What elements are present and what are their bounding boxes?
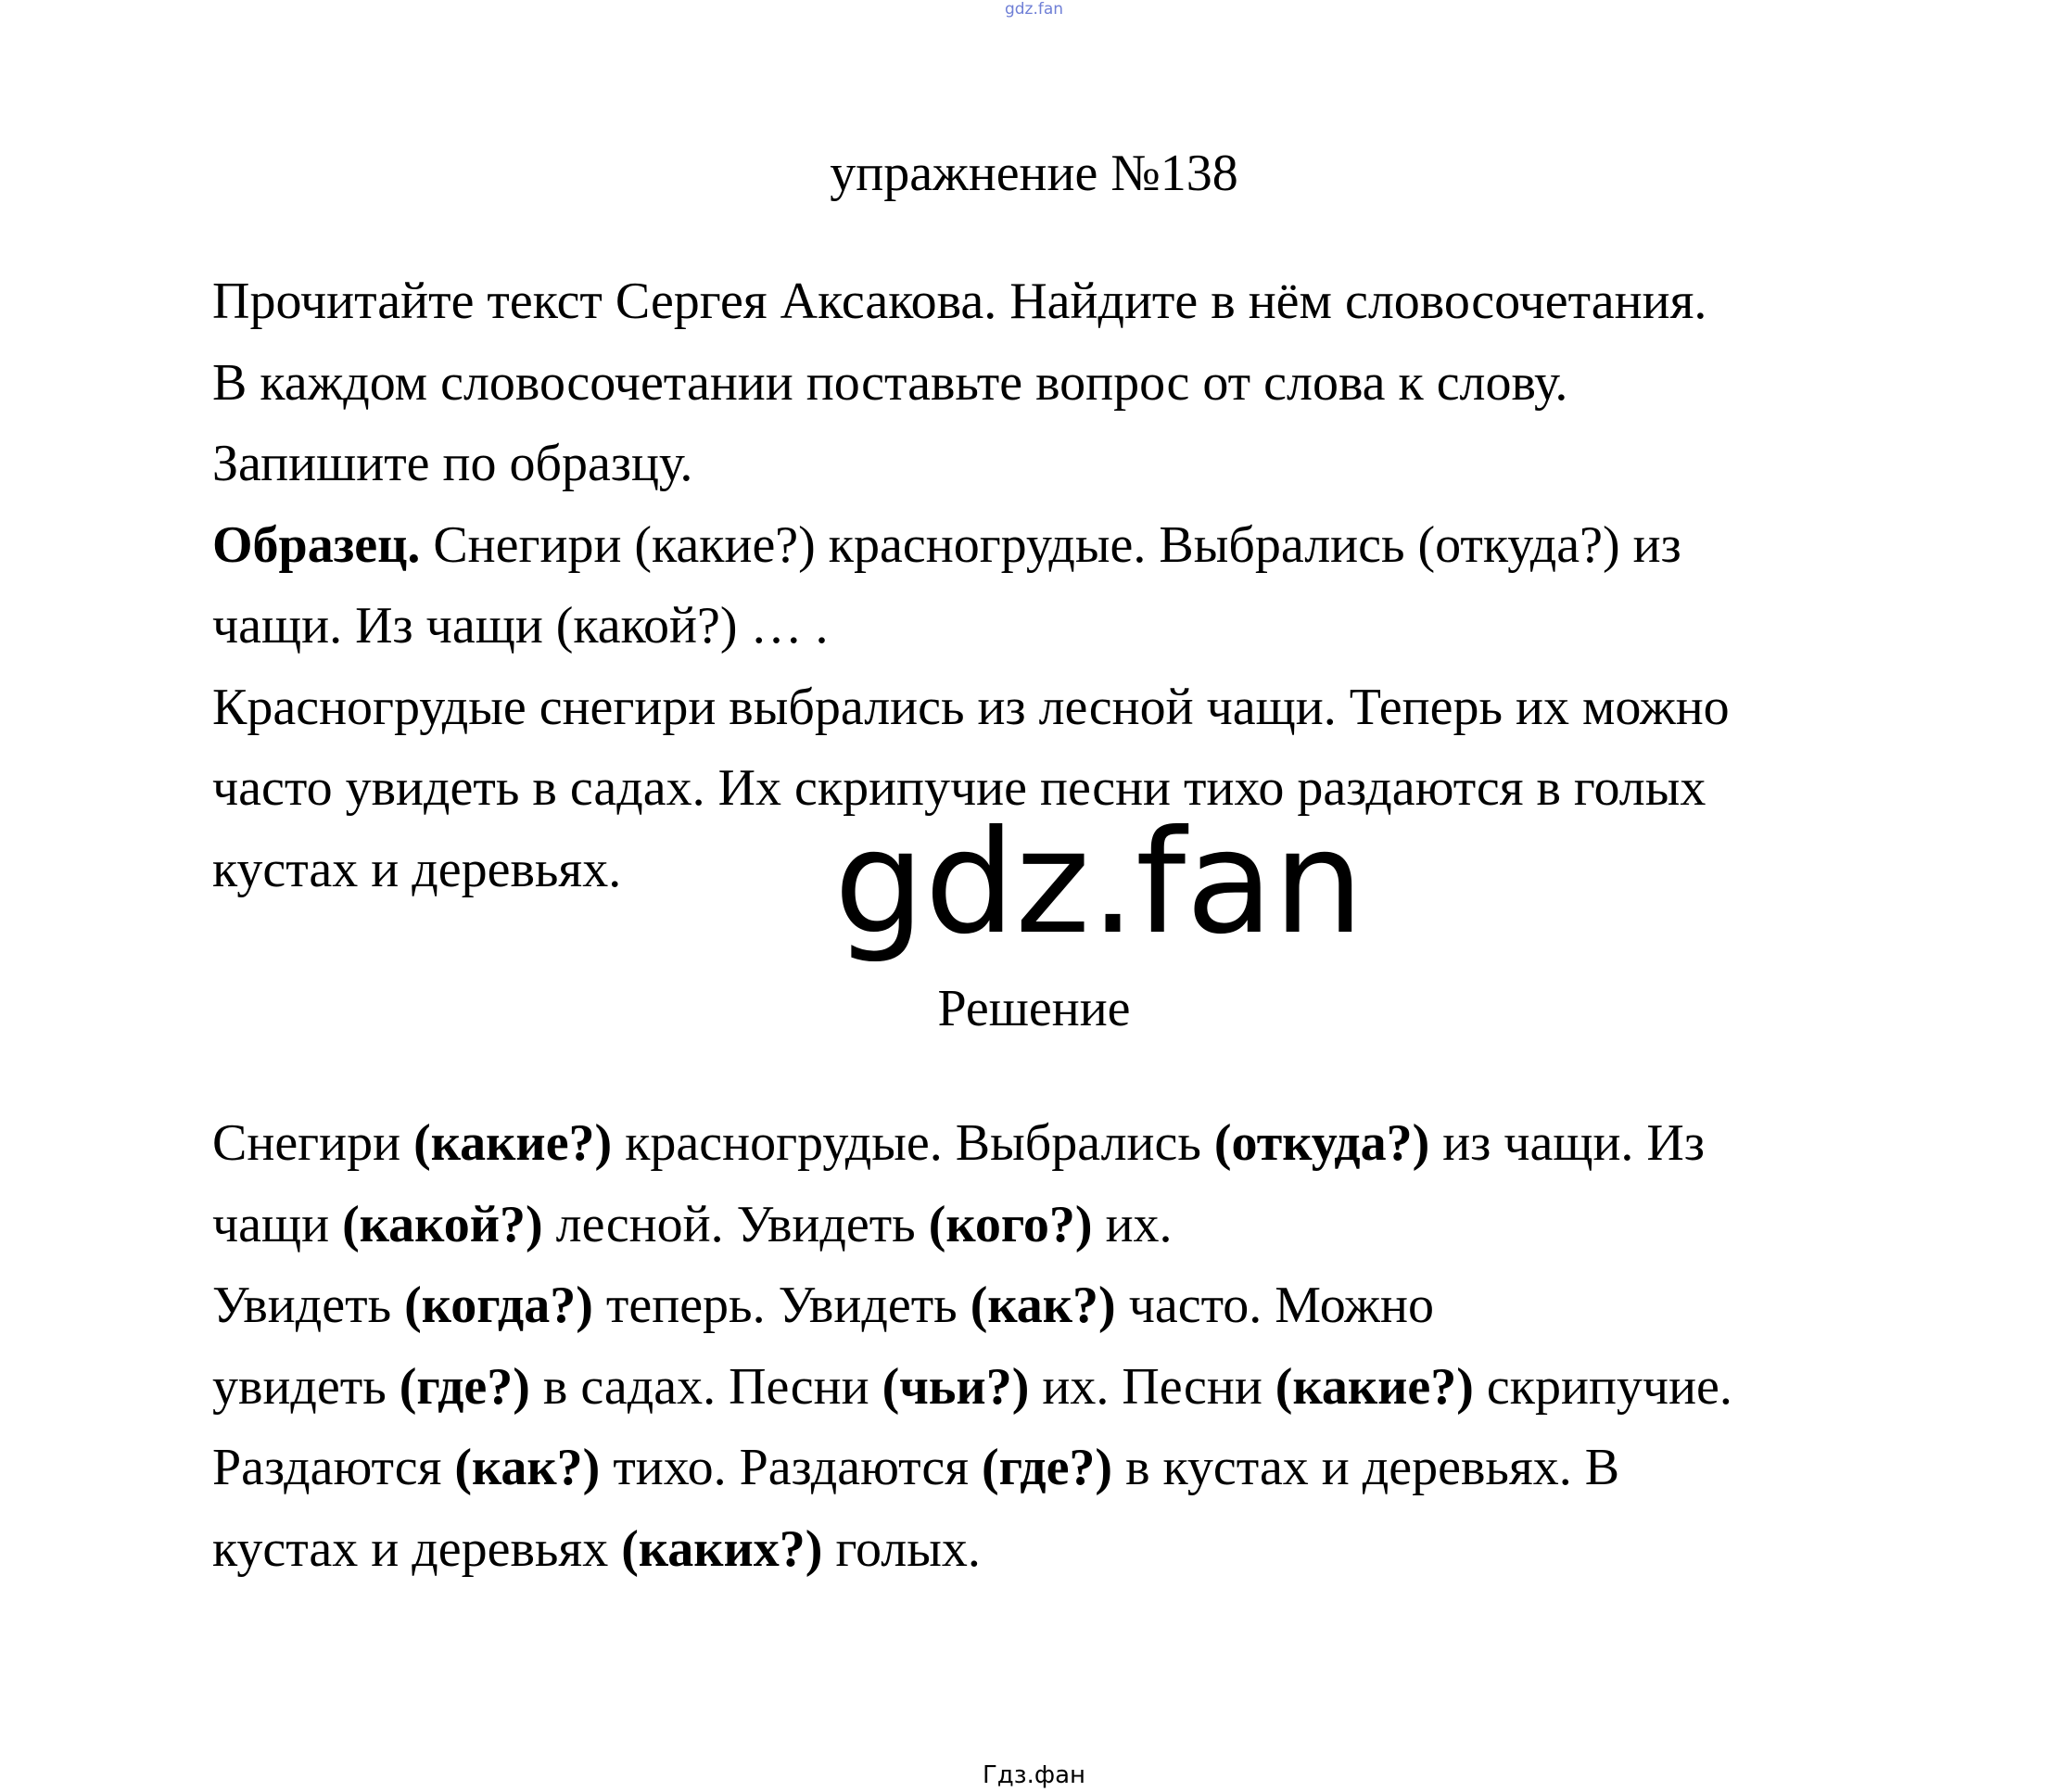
- solution-heading: Решение: [937, 980, 1131, 1037]
- solution-line: Раздаются (как?) тихо. Раздаются (где?) в кустах и деревьях. В: [212, 1439, 1620, 1496]
- task-line: В каждом словосочетании поставьте вопрос от слова к слову.: [212, 353, 1568, 412]
- sample-line: чащи. Из чащи (какой?) … .: [212, 597, 829, 655]
- task-line: Прочитайте текст Сергея Аксакова. Найдите в нём словосочетания.: [212, 273, 1707, 330]
- watermark-logo: gdz.fan: [833, 800, 1364, 966]
- source-text-line: Красногрудые снегири выбрались из лесной чащи. Теперь их можно: [212, 678, 1730, 736]
- solution-line: увидеть (где?) в садах. Песни (чьи?) их. Песни (какие?) скрипучие.: [212, 1357, 1732, 1416]
- watermark-bottom: Гдз.фан: [982, 1761, 1086, 1789]
- source-text-line: часто увидеть в садах. Их скрипучие песни тихо раздаются в голых: [212, 759, 1706, 817]
- solution-line: Снегири (какие?) красногрудые. Выбрались (откуда?) из чащи. Из: [212, 1114, 1705, 1172]
- exercise-title: упражнение №138: [830, 145, 1238, 202]
- sample-label: Образец.: [212, 515, 421, 574]
- solution-line: Увидеть (когда?) теперь. Увидеть (как?) часто. Можно: [212, 1277, 1434, 1334]
- source-text-line: кустах и деревьях.: [212, 840, 622, 898]
- solution-line: кустах и деревьях (каких?) голых.: [212, 1519, 981, 1578]
- watermark-top: gdz.fan: [1004, 0, 1064, 19]
- solution-line: чащи (какой?) лесной. Увидеть (кого?) их.: [212, 1195, 1173, 1253]
- sample-line: Образец. Снегири (какие?) красногрудые. Выбрались (откуда?) из: [212, 515, 1681, 574]
- solution-text: [212, 1103, 1918, 1590]
- task-line: Запишите по образцу.: [212, 435, 693, 492]
